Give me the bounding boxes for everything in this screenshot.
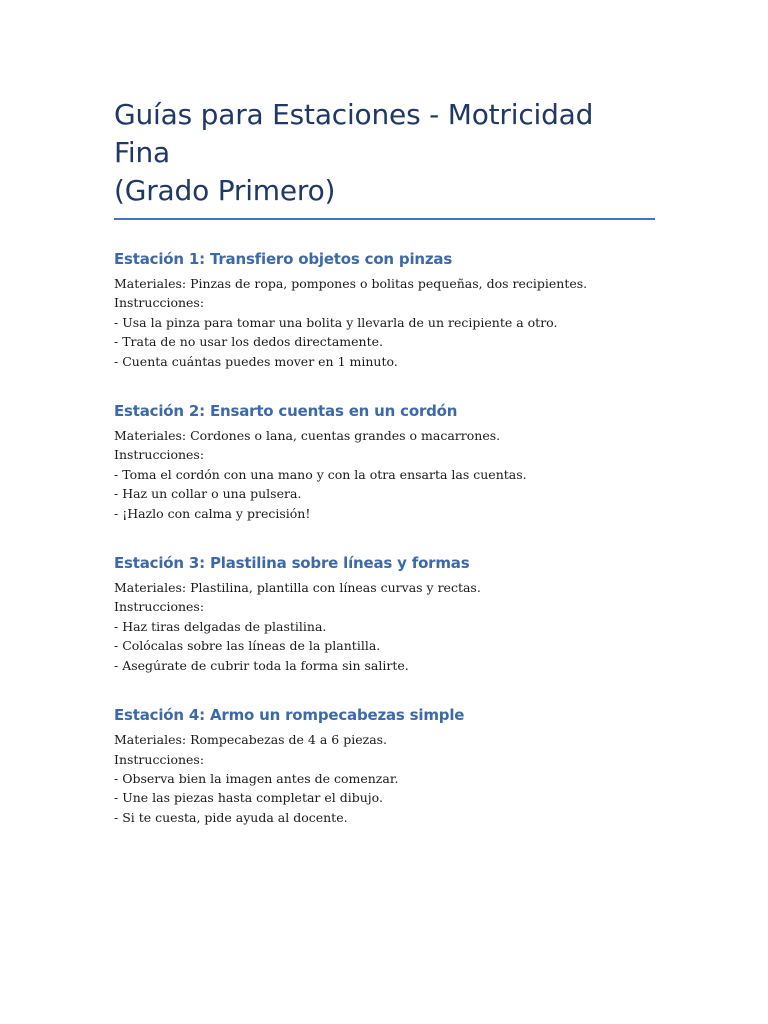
station-3: [114, 552, 655, 675]
station-materials: Materiales: Pinzas de ropa, pompones o bolitas pequeñas, dos recipientes.: [114, 276, 588, 291]
title-line-2: (Grado Primero): [114, 174, 336, 207]
instruction-step: - Haz tiras delgadas de plastilina.: [114, 618, 327, 634]
document-title: [114, 96, 655, 218]
station-heading: Estación 1: Transfiero objetos con pinzas: [114, 250, 453, 268]
station-instructions-label: Instrucciones:: [114, 599, 205, 615]
document-page: [114, 96, 655, 856]
station-instructions-label: Instrucciones:: [114, 447, 205, 463]
instruction-step: - ¡Hazlo con calma y precisión!: [114, 505, 311, 521]
instruction-step: - Une las piezas hasta completar el dibujo.: [114, 790, 383, 806]
title-line-1: Guías para Estaciones - Motricidad Fina: [114, 98, 594, 169]
instruction-step: - Usa la pinza para tomar una bolita y llevarla de un recipiente a otro.: [114, 314, 558, 330]
instruction-step: - Observa bien la imagen antes de comenzar.: [114, 770, 399, 786]
instruction-step: - Si te cuesta, pide ayuda al docente.: [114, 809, 348, 825]
instruction-step: - Toma el cordón con una mano y con la otra ensarta las cuentas.: [114, 466, 527, 482]
title-divider: [114, 218, 655, 220]
station-heading: Estación 3: Plastilina sobre líneas y formas: [114, 554, 470, 573]
station-instructions-label: Instrucciones:: [114, 751, 205, 767]
station-2: [114, 400, 655, 523]
instruction-step: - Trata de no usar los dedos directamente.: [114, 334, 383, 350]
instruction-step: - Asegúrate de cubrir toda la forma sin salirte.: [114, 657, 409, 673]
instruction-step: - Colócalas sobre las líneas de la plantilla.: [114, 638, 381, 654]
station-materials: Materiales: Plastilina, plantilla con líneas curvas y rectas.: [114, 580, 481, 596]
station-4: [114, 704, 655, 827]
station-1: [114, 248, 655, 371]
station-heading: Estación 4: Armo un rompecabezas simple: [114, 706, 465, 725]
station-heading: Estación 2: Ensarto cuentas en un cordón: [114, 402, 458, 421]
station-instructions-label: Instrucciones:: [114, 295, 205, 311]
station-materials: Materiales: Cordones o lana, cuentas grandes o macarrones.: [114, 428, 501, 444]
instruction-step: - Cuenta cuántas puedes mover en 1 minuto.: [114, 353, 398, 369]
instruction-step: - Haz un collar o una pulsera.: [114, 486, 302, 502]
station-materials: Materiales: Rompecabezas de 4 a 6 piezas.: [114, 732, 388, 748]
